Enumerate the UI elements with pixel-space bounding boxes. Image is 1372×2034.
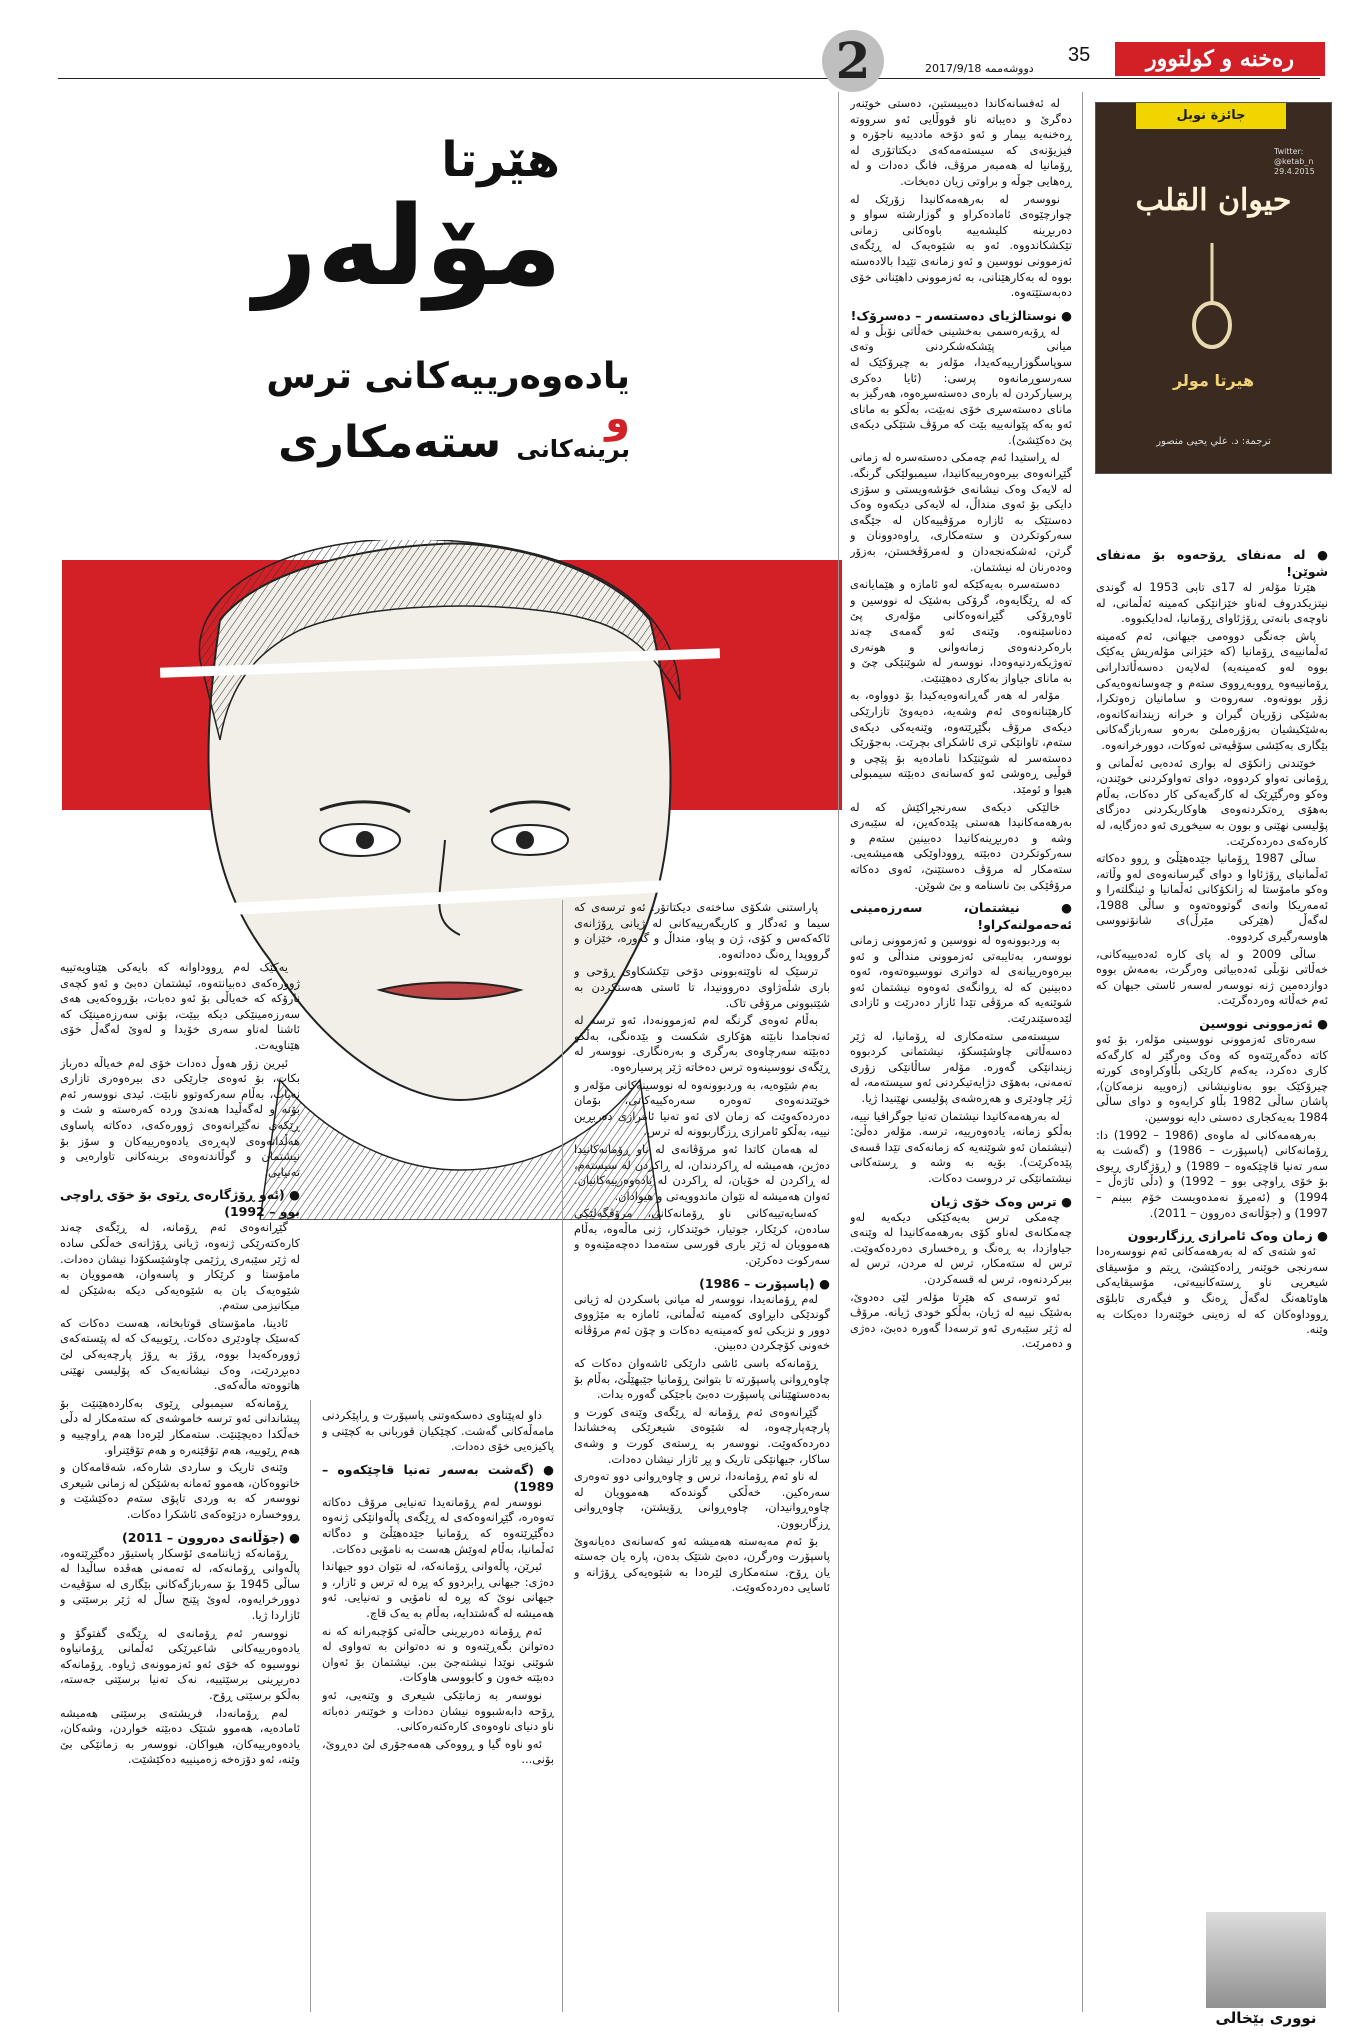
column-4 [322, 1408, 554, 2008]
paragraph: بەرهەمەکانی لە ماوەی (1986 – 1992) دا: ڕۆمانەکانی (پاسپۆرت – 1986) و (گەشت بە سەر تەنیا قاچێکەوە – 1989) و (ڕۆژگاری ڕیوی بۆ خۆی ڕاوچی بوو – 1992) و (دڵی ئاژەڵ – 1994) و (ئەمڕۆ نەمدەویست خۆم ببینم – 1997) و (جۆڵانەی دەروون – 2011). [1096, 1127, 1328, 1220]
title-last-name: مۆلەر [253, 182, 562, 310]
book-award-ribbon: جائزة نوبل [1136, 103, 1286, 129]
subtitle-part-b: ستەمکاری [278, 417, 502, 468]
paragraph: بە وردبوونەوە لە نووسین و ئەزموونی زمانی نووسەر، بەتایبەتی ئەزموونی منداڵی و ئەو بیرەوەرییانەی لە دواتری نووسیوەتەوە، ئەوە دەبینین کە لە ڕوانگەی ئەوەوە نیشتمان ئەو شوێنەیە کە مرۆڤی تێدا ئازار دەدرێت و ئازادی لێدەسێندرێت. [850, 933, 1072, 1026]
paragraph: لە ئەفسانەکاندا دەیبیستین، دەستی خوێنەر دەگرێ و دەیباتە ناو قووڵایی ئەو سرووتە ڕەخنەیە بیمار و ئەو دۆخە ماددییە ناجۆرە و فیزیۆنەی کە سیستەمەکەی دیکتاتۆری لە ڕۆمانیا لە هەمبەر مرۆڤ، فانگ دەدات و لە ڕەهایی جوڵە و براوتی زیان دەبخات. [850, 96, 1072, 188]
paragraph: خوێندنی زانکۆی لە بواری ئەدەبی ئەڵمانی و ڕۆمانی تەواو کردووە، دوای تەواوکردنی خوێندن، وەکو وەرگێڕێک لە کارگەیەکی کار دەکات، بەڵام بەهۆی ڕەتکردنەوەی هاوکاریکردنی دەزگای پۆلیسی نهێنی و بوون بە سیخوڕی ئەو دەزگایە، لە کارەکەی دەردەکرێت. [1096, 755, 1328, 848]
paragraph: لە بەرهەمەکانیدا نیشتمان تەنیا جوگرافیا نییە، بەڵکو زمانە، یادەوەرییە، ترسە. مۆلەر دەڵێ: (نیشتمان ئەو شوێنەیە کە زمانەکەی تێدا قسەی پێدەکرێت). بۆیە بە وشە و ڕستەکانی نیشتمانێکی تر دروست دەکات. [850, 1108, 1072, 1185]
paragraph: بۆ ئەم مەبەستە هەمیشە ئەو کەسانەی دەیانەوێ پاسپۆرت وەرگرن، دەبێ شتێک بدەن، پارە یان جەستە یان ڕۆح. ستەمکاری لێرەدا بە شێوەیەکی ڕۆژانە و ئاسایی دەردەکەوێت. [574, 1533, 830, 1595]
header-rule [58, 78, 1320, 79]
paragraph: خالێکی دیکەی سەرنجڕاکێش کە لە بەرهەمەکانیدا هەستی پێدەکەین، لە سێبەری وشە و دەربڕینەکانیدا دەبینین ستەم و سەرکوتکردن دەبێتە ڕووداوێکی هەمیشەیی. ستەمکار لە مرۆڤ دەستێنێ، ئەوی دەکاتە مرۆڤێکی بێ ناسنامە و بێ شوێن. [850, 799, 1072, 892]
section-heading: ● ترس وەک خۆی ژیان [930, 1193, 1072, 1209]
paragraph: سیستەمی ستەمکاری لە ڕۆمانیا، لە ژێر دەسەڵاتی چاوشێسکۆ، نیشتمانی کردبووە زیندانێکی گەورە. مۆلەر ساڵانێکی زۆری تەمەنی، بەهۆی دژایەتیکردنی ئەو سیستەمە، لە ژێر چاودێری و هەڕەشەی پۆلیسی نهێنیدا ژیا. [850, 1028, 1072, 1106]
page-number: 35 [1068, 44, 1091, 66]
section-heading: ● نوستالژیای دەستسەر – دەسرۆک! [850, 307, 1072, 323]
subtitle-part-a: یادەوەرییەکانی ترس [266, 356, 630, 397]
subtitle-line-2 [230, 418, 630, 474]
column-1 [1096, 540, 1328, 1900]
paragraph: نووسەر بە زمانێکی شیعری و وێنەیی، ئەو ڕۆحە دابەشبووە نیشان دەدات و خوێنەر دەباتە ناو دنیای ناوەوەی کارەکتەرەکانی. [322, 1687, 554, 1734]
section-heading: ● نیشتمان، سەرزەمینی ئەحەمولنەکراو! [850, 900, 1072, 933]
book-translator: ترجمة: د. علي يحيى منصور [1156, 436, 1271, 447]
noose-icon [1184, 243, 1240, 353]
paragraph: مۆلەر لە هەر گەڕانەوەیەکیدا بۆ دوواوە، بە کارهێنانەوەی ئەم وشەیە، دەیەوێ تازارێکی دیکەی مرۆڤ بگێڕێتەوە، وێنەیەکی دیکەی ستەم، تاوانێکی تری ئاشکرای بچرێت. بەجۆرێک دەستەسر لە شوێنێکدا نامادەیە بۆ پێچی و قوڵیی ڕەوشی ئەو کەسانەی دەبێتە سیمبولی هیوا و ئومێد. [850, 688, 1072, 796]
paragraph: ترسێک لە ناوێتەبوونی دۆخی تێکشکاوی ڕۆحی و باری شڵەژاوی دەروونیدا، تا ئاستی هەستکردن بە شێتبوونی مرۆڤی تاک. [574, 964, 830, 1010]
subtitle-and: و [605, 396, 630, 442]
section-heading: ● (جۆڵانەی دەروون – 2011) [122, 1529, 300, 1545]
paragraph: ئادینا، مامۆستای قوتابخانە، هەست دەکات کە کەسێک چاودێری دەکات. ڕێوییەک کە لە پێستەکەی ژوورەکەیدا بووە، ڕۆژ بە ڕۆژ پارچەیەکی لێ دەبڕدرێت، وەک نیشانەیەک کە پۆلیسی نهێنی هاتووەتە ماڵەکەی. [60, 1315, 300, 1393]
paragraph: لە هەمان کاتدا ئەو مرۆڤانەی لە ناو ڕۆمانەکانیدا دەژین، هەمیشە لە ڕاکردندان، لە ڕاکردن لە سیستەم، لە ڕاکردن لە خۆیان، لە ڕاکردن لە یادەوەرییەکانیان. ئەوان هەمیشە لە نێوان ماندوویەتی و هیوادان. [574, 1141, 830, 1203]
section-masthead [1115, 42, 1325, 76]
column-3 [574, 900, 830, 2008]
paragraph: لەم ڕۆمانەدا، فریشتەی برسێتی هەمیشە ئامادەیە، هەموو شتێک دەبێتە خواردن، وشەکان، یادەوەرییەکان، هیواکان. نووسەر بە زمانێکی بێ وێنە، ئەو دۆزەخە زەمینییە دەکێشێت. [60, 1705, 300, 1767]
section-number-badge: 2 [822, 30, 884, 92]
section-heading: ● زمان وەک ئامرازی ڕزگاربوون [1127, 1228, 1328, 1244]
paragraph: دەستەسرە بەیەکێکە لەو ئامازە و هێمایانەی کە لە ڕێگایەوە، گرۆکی بەشێک لە نووسین و ئاوەڕۆکی گێڕانەوەکانی مۆلەری پێ دەناسێنەوە. وێنەی ئەو گەمەی چەند بارەکردنەوەی زمانەوانی و هونەری تەوژیکەردنیەوەدا، نووسەر لە شوێنێکی چێ و بە مانای جیاواز بەکاری دەهێنێت. [850, 577, 1072, 685]
paragraph: نووسەر لە بەرهەمەکانیدا زۆرێک لە چوارچێوەی ئامادەکراو و گوزارشتە سواو و دەربڕینە کلیشەییە باوەکانی زمانی تێکشکاندووە. ئەو بە شێوەیەک لە ڕێگەی ئەزموونی نووسین و ئەو زمانەی تێیدا بالادەستە بووە لە بەکارهێنانی، بە ئەزموونی داهێنانی خۆی دەبەستێتەوە. [850, 191, 1072, 300]
author-photo [1206, 1912, 1326, 2018]
paragraph: لە ڕاستیدا ئەم چەمکی دەستەسرە لە زمانی گێڕانەوەی بیرەوەرییەکانیدا، سیمبولێکی گرنگە. لە لایەک وەک نیشانەی خۆشەویستی و سۆزی دایکی بۆ ئەوی منداڵ، لە لایەکی دیکەوە وەک دەستێک بە ئازارە مرۆڤییەکان لە جێگەی سەرکوتکردن و ستەمکاری، ڕاوەدوونان و گرتن، ئەشکەنجەدان و لەمرۆڤخستن، بەزۆر وەدەرنان لە نیشتمان. [850, 450, 1072, 574]
paragraph: نووسەر لەم ڕۆمانەیدا تەنیایی مرۆڤ دەکاتە تەوەرە، گێڕانەوەکەی لە ڕێگەی پاڵەوانێکی ژنەوە دەگێڕێتەوە کە ڕۆمانیا جێدەهێڵێ و دەگاتە ئەڵمانیا، بەڵام لەوێش هەست بە نامۆیی دەکات. [322, 1494, 554, 1556]
paragraph: ساڵی 1987 ڕۆمانیا جێدەهێڵێ و ڕوو دەکاتە ئەڵمانیای ڕۆژئاوا و دوای گیرسانەوەی لەو وڵاتە، وەکو مامۆستا لە زانکۆکانی ئەڵمانیا و ئینگلتەرا و ئەمەریکا وانەی گوتووەتەوە و ساڵی 1988، لەگەڵ (هێرکی مێرڵ)ی شانۆنووسی هاوسەرگیری کردووە. [1096, 851, 1328, 944]
subtitle-b-prefix: برینەکانی [516, 435, 630, 463]
paragraph: گێڕانەوەی ئەم ڕۆمانە، لە ڕێگەی چەند کارەکتەرێکی ژنەوە، ژیانی ڕۆژانەی خەڵکی سادە لە ژێر سێبەری ڕژێمی چاوشێسکۆدا نیشان دەدات. مامۆستا و کرێکار و پاسەوان، هەموویان بە شێوەیەک یان بە شێوەیەکی دیکە بەشێکن لە میکانیزمی ستەم. [60, 1220, 300, 1313]
paragraph: ساڵی 2009 و لە پای کارە ئەدەبییەکانی، خەڵاتی نۆبڵی ئەدەبیاتی وەرگرت، بەمەش بووە دوازدەمین ژنە نووسەر لەسەر ئاستی جیهان کە ئەم خەڵاتە وەردەگرێت. [1096, 946, 1328, 1008]
paragraph: پاش جەنگی دووەمی جیهانی، ئەم کەمینە ئەڵمانییەی ڕۆمانیا (کە خێزانی مۆلەریش یەکێک بووە لەو کەمینەیە) لەلایەن دەسەڵاتدارانی ڕۆمانییەوە ڕووبەڕووی ستەم و چەوسانەوەیەکی زۆر بوونەوە. سەروەت و سامانیان زەوتکرا، بەشێکی زۆریان گیران و خرانە زیندانەکانەوە، بەشێکیشیان بەزۆرەملێ بەرەو سەربازگەکانی بێگاری بەکێشی سۆڤیەتی ئەوکات، دوورخرانەوە. [1096, 628, 1328, 752]
title-first-name: هێرتا [441, 132, 560, 188]
paragraph: بەڵام ئەوەی گرنگە لەم ئەزموونەدا، ئەو ترسە لە ئەنجامدا نابێتە هۆکاری شکست و بێدەنگی، بەڵکو دەبێتە سەرچاوەی بەرگری و بەرەنگاری. نووسەر لە ڕێگەی نووسینەوە ترس دەخاتە ژێر پرسیارەوە. [574, 1013, 830, 1074]
paragraph: ئەو شتەی کە لە بەرهەمەکانی ئەم نووسەرەدا سەرنجی خوێنەر ڕادەکێشێ، ڕیتم و مۆسیقای شیعریی ناو ڕستەکانییەتی، مۆسیقایەکی هاوئاهەنگ لەگەڵ ڕەنگ و فیگەری تابلۆی ڕووداوەکان کە لە زەینی خوێنەردا دەیکات بە وێنە. [1096, 1244, 1328, 1337]
paragraph: لە ڕۆبەرەسمی بەخشینی خەڵاتی نۆبڵ و لە میانی پێشکەشکردنی وتەی سوپاسگوزارییەکەیدا، مۆلەر بە چیرۆکێک لە سەرسوڕمانەوە پرسی: (ئایا دەکری پرسیارکردن لە بارەی دەستەسڕەوە، هەرگیز بە مانای دەستەسڕی خۆی نەبێت، بەڵکو بە مانای ئەو بەکە پێوانەییە بێت کە مرۆڤ شتێکی دیکەی پێ دەکێشێ). [850, 323, 1072, 447]
column-2 [850, 96, 1072, 2008]
paragraph: ئەم ڕۆمانە دەربڕینی حاڵەتی کۆچبەرانە کە نە دەتوانن بگەڕێنەوە و نە دەتوانن بە تەواوی لە شوێنی نوێدا نیشتەجێ ببن. نیشتمان بۆ ئەوان دەبێتە خەون و کابووسی هاوکات. [322, 1623, 554, 1685]
paragraph: ئیرێن، پاڵەوانی ڕۆمانەکە، لە نێوان دوو جیهاندا دەژی: جیهانی ڕابردوو کە پڕە لە ترس و ئازار، و جیهانی نوێ کە پڕە لە نامۆیی و تەنیایی. ئەو هەمیشە لە گەشتدایە، بەڵام بە یەک قاچ. [322, 1559, 554, 1620]
paragraph: پاراستنی شکۆی ساختەی دیکتاتۆر. ئەو ترسەی کە سیما و ئەدگار و کاریگەرییەکانی لە ژیانی ڕۆژانەی ئاکەکەس و کۆی، ژن و پیاو، منداڵ و گەورە، خێزان و گرووپدا ڕەنگ دەداتەوە. [574, 900, 830, 961]
author-byline: نووری بێخالی [1206, 2008, 1326, 2028]
paragraph: یەکێک لەم ڕووداوانە کە بایەکی هێناویەتییە ژوورەکەی دەبیانتەوە، ئیشتمان دەبێ و ئەو کچەی نارۆکە کە خەیاڵی بۆ ئەو دەبات، بۆڕوەکەیی هەی سەرزەمینێکی دیکە بیێت، بۆنی سەرزەمینێک کە ئاشنا لەناو سەری خۆیدا و لەوێ لەگەڵ خۆی هێناویەت. [60, 960, 300, 1052]
paragraph: ڕۆمانەکە ژیاننامەی ئۆسکار پاستیۆر دەگێڕێتەوە، پاڵەوانی ڕۆمانەکە، لە تەمەنی هەڤدە ساڵیدا لە ساڵی 1945 بۆ سەربازگەکانی بێگاری لە سۆڤیەت دوورخرایەوە، لەوێ پێنج ساڵ لە ژێر برسێتی و ئازاردا ژیا. [60, 1545, 300, 1622]
paragraph: هێرتا مۆلەر لە 17ی تابی 1953 لە گوندی نیتزیکدروف لەناو خێزانێکی کەمینە ئەڵمانی، لە ناوچەی بانەتی ڕۆژئاوای ڕۆمانیا، لەدایکبووە. [1096, 580, 1328, 626]
section-heading: ● ئەزموونی نووسین [1199, 1016, 1328, 1032]
paragraph: چەمکی ترس بەیەکێکی دیکەیە لەو چەمکانەی لەناو کۆی بەرهەمەکانیدا لە وێنەی جیاوازدا، بە ڕەنگ و ڕەخساری دەردەکەوێت. ترس لە ستەمکار، ترس لە مردن، ترس لە بیرکردنەوە، ترس لە قسەکردن. [850, 1209, 1072, 1286]
paragraph: گێڕانەوەی ئەم ڕۆمانە لە ڕێگەی وێنەی کورت و پارچەپارچەوە، لە شێوەی شیعرێکی پەخشاندا دەردەکەوێت. نووسەر بە ڕستەی کورت و وشەی ساکار، جیهانێکی تاریک و پڕ ئازار نیشان دەدات. [574, 1404, 830, 1466]
paragraph: بەم شێوەیە، بە وردبوونەوە لە نووسینەکانی مۆلەر و خوێندنەوەی تەوەرە سەرەکییەکانی، بۆمان دەردەکەوێت کە زمان لای ئەو تەنیا ئامرازی دەربڕین نییە، بەڵکو ئامرازی ڕزگاربوونە لە ترس. [574, 1077, 830, 1139]
paragraph: ئەو ترسەی کە هێرتا مۆلەر لێی دەدوێ، بەشێک نییە لە ژیان، بەڵکو خودی ژیانە. مرۆڤ لە ژێر سێبەری ئەو ترسەدا گەورە دەبێ، دەژی و دەمرێت. [850, 1289, 1072, 1351]
book-author: هيرتا مولر [1172, 371, 1255, 390]
paragraph: داو لەپێناوی دەسکەوتنی پاسپۆرت و ڕاپێکردنی مامەڵەکانی گەشت. کچێکیان قوربانی بە کچێنی و پاکیزەیی خۆی دەدات. [322, 1408, 554, 1454]
section-heading: ● (پاسپۆرت – 1986) [699, 1275, 830, 1291]
paragraph: نووسەر ئەم ڕۆمانەی لە ڕێگەی گفتوگۆ و یادەوەرییەکانی شاعیرێکی ئەڵمانی ڕۆمانیاوە نووسیوە کە خۆی ئەو ئەزموونەی ژیاوە. ڕۆمانەکە دەربڕینی برسێتییە، نەک تەنیا برسێتی جەستە، بەڵکو برسێتی ڕۆح. [60, 1625, 300, 1702]
paragraph: ئیرین زۆر هەوڵ دەدات خۆی لەم خەیاڵە دەرباز بکات، بۆ ئەوەی جارێکی دی بیرەوەری تازاری نەبات، بەڵام سەرکەوتوو نابێت. ئیدی نووسەر ئەم بۆنە و لەگەڵیدا هەندێ وردە کەرەستە و شت و ڕێکەی نەگێڕانەوەی ژوورەکەی، دەکاتە پاساوی هەڵدانەوەی لاپەڕەی یادەوەرییەکان و سۆز بۆ نیشتمان و گوڵاندنەوەی برینەکانی تاوارەیی و تەنیایی. [60, 1055, 300, 1179]
paragraph: ڕۆمانەکە باسی ئاشی دارێکی ئاشەوان دەکات کە چاوەڕوانی پاسپۆرتە تا بتوانێ ڕۆمانیا جێبهێڵێ، بەڵام بۆ بەدەستهێنانی پاسپۆرت دەبێ باجێکی گەورە بدات. [574, 1356, 830, 1402]
paragraph: کەسایەتییەکانی ناو ڕۆمانەکانی، مرۆڤگەلێکی سادەن، کرێکار، جوتیار، خوێندکار، ژنی ماڵەوە، بەڵام هەموویان لە ژێر باری قورسی ستەمدا دەچەمێنەوە و سەرکوت دەکرێن. [574, 1206, 830, 1268]
issue-date: دووشەممە 2017/9/18 [925, 62, 1034, 75]
paragraph: سەرەتای ئەزموونی نووسینی مۆلەر، بۆ ئەو کاتە دەگەڕێتەوە کە وەک وەرگێر لە کارگەکە کاری دەکرد، یەکەم کارێکی بڵاوکراوەی کورتە چیرۆکێک بوو بەناونیشانی (زەوییە نزمەکان)، پاشان ساڵی 1982 بڵاو کرایەوە و دوای ساڵی 1984 بەیەکجاری دەستی دایە نووسین. [1096, 1032, 1328, 1124]
paragraph: لەم ڕۆمانەیدا، نووسەر لە میانی باسکردن لە ژیانی گوندێکی دابڕاوی کەمینە ئەڵمانی، ئامازە بە مێژووی دوور و نزیکی ئەو کەمینەیە دەکات و چۆن ئەم مرۆڤانە خەونی کۆچکردن دەبینن. [574, 1291, 830, 1353]
section-heading: ● (ئەو ڕۆژگارەی ڕێوی بۆ خۆی ڕاوچی بوو – 1992) [60, 1187, 300, 1220]
book-title: حيوان القلب [1135, 183, 1292, 218]
section-heading: ● لە مەنفای ڕۆحەوە بۆ مەنفای شوێن! [1096, 547, 1328, 579]
column-5 [60, 960, 300, 2008]
paragraph: ڕۆمانەکە سیمبولی ڕێوی بەکاردەهێنێت بۆ پیشاندانی ئەو ترسە خاموشەی کە ستەمکار لە دڵی خەڵکدا دەیچێنێت. ستەمکار لێرەدا هەم ڕاوچییە و هەم ڕێوییە، هەم تۆقێنەرە و هەم تۆقێنراو. [60, 1395, 300, 1457]
section-heading: ● (گەشت بەسەر تەنیا قاچێکەوە – 1989) [322, 1461, 554, 1494]
masthead-label: رەخنە و كولتوور [1146, 46, 1294, 72]
paragraph: ئەو ناوە گیا و ڕووەکی هەمەجۆری لێ دەڕوێ، بۆنی... [322, 1736, 554, 1767]
paragraph: لە ناو ئەم ڕۆمانەدا، ترس و چاوەڕوانی دوو تەوەری سەرەکین. خەڵکی گوندەکە هەموویان لە چاوەڕوانیدان، چاوەڕوانی ڕۆیشتن، چاوەڕوانی ڕزگاربوون. [574, 1469, 830, 1530]
book-twitter-credit: Twitter: @ketab_n 29.4.2015 [1274, 147, 1315, 176]
book-cover-image [1095, 102, 1332, 474]
paragraph: وێنەی تاریک و ساردی شارەکە، شەقامەکان و خانووەکان، هەموو ئەمانە بەشێکن لە زمانی شیعری نووسەر کە بە وردی تاپۆی ستەم دەکێشێت و ڕووخسارە دزێوەکەی ئاشکرا دەکات. [60, 1460, 300, 1521]
